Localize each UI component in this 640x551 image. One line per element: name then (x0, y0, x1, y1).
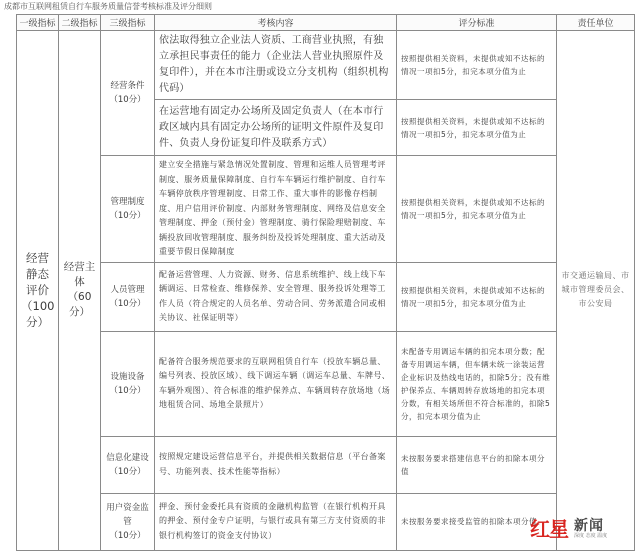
header-level1: 一级指标 (17, 15, 59, 31)
watermark-logo (530, 511, 634, 539)
table-row (17, 331, 635, 436)
level3-cell (101, 436, 155, 493)
level3-cell (101, 31, 155, 156)
content-cell: 依法取得独立企业法人资质、工商营业执照，有独立承担民事责任的能力（企业法人营业执照原件及复印件），并在本市注册或设立分支机构（组织机构代码） (155, 31, 397, 100)
standard-cell: 按照提供相关资料，未提供或知不达标的情况一项扣5分，扣完本项分值为止 (397, 100, 557, 156)
table-header-row (17, 15, 635, 31)
level3-score: （10分） (109, 385, 146, 396)
level3-cell (101, 493, 155, 550)
standard-cell: 未配备专用调运车辆的扣完本项分数；配备专用调运车辆，但车辆未统一涂装运营企业标识及热线电话的，扣除5分；没有维护保养点、车辆周转存放场地的扣完本项分数，有相关场所但不符合标准的，扣除5分，扣完本项分值为止 (397, 331, 557, 436)
table-row (17, 156, 635, 263)
level2-name: 经营主体 (63, 261, 96, 289)
content-cell: 在运营地有固定办公场所及固定负责人（在本市行政区域内具有固定办公场所的证明文件原件及复印件、负责人身份证复印件及联系方式） (155, 100, 397, 156)
level3-score: （10分） (109, 530, 146, 541)
assessment-table (16, 14, 635, 551)
content-cell: 押金、预付金委托具有资质的金融机构监管（在银行机构开具的押金、预付金专户证明，与银行或具有第三方支付资质的非银行机构签订的资金支付协议） (155, 493, 397, 550)
level2-cell (59, 31, 101, 551)
standard-cell: 未按服务要求接受监管的扣除本项分值 (397, 493, 557, 550)
level3-name: 用户资金监管 (106, 502, 149, 527)
watermark-mark: 红星 (530, 517, 568, 541)
level3-score: （10分） (109, 210, 146, 221)
unit-cell: 市交通运输局、市城市管理委员会、市公安局 (557, 31, 635, 551)
content-cell: 配备符合服务规范要求的互联网租赁自行车（投放车辆总量、编号列表、投放区域）、线下调运车辆（调运车总量、车牌号、车辆外观图）、符合标准的维护保养点、车辆周转存放场地（场地租赁合同、场地全景照片） (155, 331, 397, 436)
watermark-name: 新闻 (574, 518, 604, 534)
header-level2: 二级指标 (59, 15, 101, 31)
level3-name: 管理制度 (110, 196, 145, 207)
level1-cell (17, 31, 59, 551)
table-row (17, 262, 635, 331)
table-row (17, 436, 635, 493)
header-content: 考核内容 (155, 15, 397, 31)
content-cell: 建立安全措施与紧急情况处置制度、管理和运维人员管理考评制度、服务质量保障制度、自行车车辆运行维护制度、自行车车辆停放秩序管理制度、日常工作、重大事件的影像存档制度、用户信用评价制度、内部财务管理制度、网络及信息安全管理制度、押金（预付金）管理制度、骑行保险理赔制度、车辆投放回收管理制度、服务纠纷及投诉处理制度、重大活动及重要节假日保障制度 (155, 156, 397, 263)
header-level3: 三级指标 (101, 15, 155, 31)
level3-cell (101, 331, 155, 436)
level3-name: 人员管理 (110, 284, 145, 295)
standard-cell: 未按服务要求搭建信息平台的扣除本项分值 (397, 436, 557, 493)
level3-score: （10分） (109, 95, 146, 105)
level3-name: 经营条件 (110, 81, 145, 91)
level3-name: 信息化建设 (106, 452, 149, 463)
level3-name: 设施设备 (110, 371, 145, 382)
table-row (17, 31, 635, 100)
standard-cell: 按照提供相关资料，未提供或知不达标的情况一项扣5分，扣完本项分值为止 (397, 262, 557, 331)
content-cell: 按照规定建设运营信息平台，并提供相关数据信息（平台备案号、功能列表、技术性能等指标） (155, 436, 397, 493)
standard-cell: 按照提供相关资料，未提供或知不达标的情况一项扣5分，扣完本项分值为止 (397, 31, 557, 100)
watermark-subtitle: 深度 态度 温度 (574, 533, 608, 539)
level3-score: （10分） (109, 466, 146, 477)
header-standard: 评分标准 (397, 15, 557, 31)
level1-name: 经营静态评价 (26, 251, 49, 298)
level3-cell (101, 262, 155, 331)
standard-cell: 按照提供相关资料，未提供或知不达标的情况一项扣5分，扣完本项分值为止 (397, 156, 557, 263)
content-cell: 配备运营管理、人力资源、财务、信息系统维护、线上线下车辆调运、日常检查、维修保养、安全管理、服务投诉处理等工作人员（符合规定的人员名单、劳动合同、劳务派遣合同或相关协议、社保证明等） (155, 262, 397, 331)
level2-score: （60分） (67, 291, 92, 319)
level3-cell (101, 156, 155, 263)
document-caption: 成都市互联网租赁自行车服务质量信誉考核标准及评分细则 (4, 2, 212, 11)
level1-score: （100分） (21, 299, 55, 330)
header-unit: 责任单位 (557, 15, 635, 31)
level3-score: （10分） (109, 298, 146, 309)
